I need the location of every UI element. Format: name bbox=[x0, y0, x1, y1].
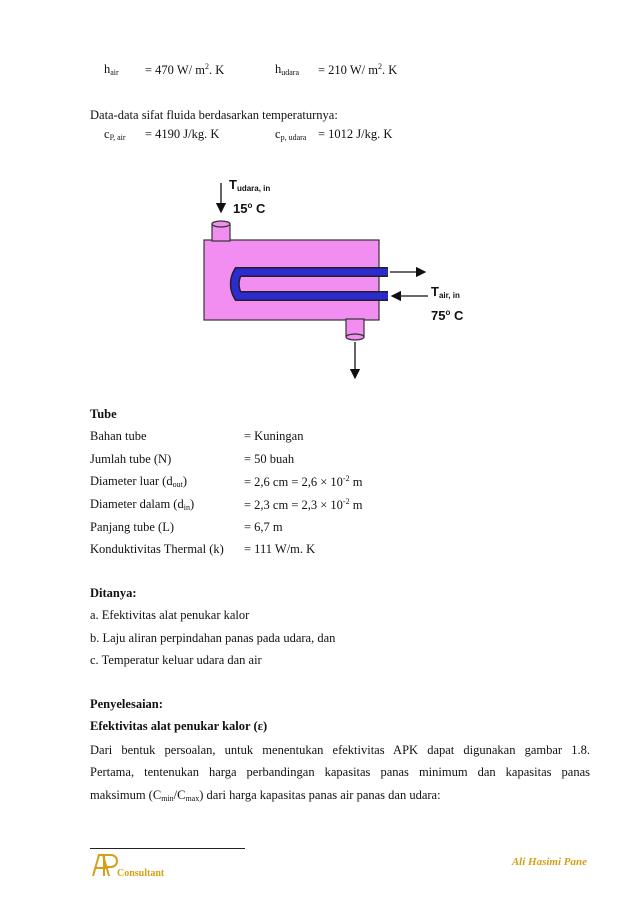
effectiveness-subheading: Efektivitas alat penukar kalor (ε) bbox=[90, 719, 268, 733]
t-udara-in-label: $T_{udara, in}$ 15$^o$ C bbox=[229, 177, 271, 216]
tube-row-label: Jumlah tube (N) bbox=[90, 452, 172, 466]
body-line: Pertama, tentenukan harga perbandingan kapasitas panas minimum dan kapasitas panas bbox=[90, 765, 590, 779]
logo-text: Consultant bbox=[117, 868, 165, 879]
tube-row-value: = 2,6 cm = $2,6 \times 10^{-2}$ m bbox=[244, 474, 363, 489]
body-line: maksimum $(C_{min}/C_{max})$ dari harga kapasitas panas air panas dan udara: bbox=[90, 788, 441, 803]
tube-row-value: = 6,7 m bbox=[244, 520, 283, 534]
footer-author: Ali Hasimi Pane bbox=[511, 856, 587, 868]
t-air-in-label: $T_{air, in}$ 75$^o$ C bbox=[431, 284, 464, 323]
cp-udara-symbol: $c_{p, udara}$ bbox=[275, 127, 307, 142]
tube-row-value: = 2,3 cm = $2,3 \times 10^{-2}$ m bbox=[244, 497, 363, 512]
cp-udara-value: = 1012 J/kg. K bbox=[318, 127, 393, 141]
body-line: Dari bentuk persoalan, untuk menentukan efektivitas APK dapat digunakan gambar 1.8. bbox=[90, 743, 590, 757]
tube-row-label: Panjang tube (L) bbox=[90, 520, 175, 534]
tube-row-label: Diameter dalam $(d_{in})$ bbox=[90, 497, 195, 512]
cp-air-value: = 4190 J/kg. K bbox=[145, 127, 220, 141]
tube-row-label: Bahan tube bbox=[90, 429, 147, 443]
footer-rule bbox=[90, 848, 245, 849]
tube-row-value: = 50 buah bbox=[244, 452, 295, 466]
h-udara-symbol: $h_{udara}$ bbox=[275, 62, 300, 77]
ditanya-item: a. Efektivitas alat penukar kalor bbox=[90, 608, 250, 622]
ditanya-item: c. Temperatur keluar udara dan air bbox=[90, 653, 262, 667]
ditanya-heading: Ditanya: bbox=[90, 586, 137, 600]
cp-air-symbol: $c_{P, air}$ bbox=[104, 127, 126, 142]
tube-row-value: = Kuningan bbox=[244, 429, 304, 443]
tube-row-label: Diameter luar $(d_{out})$ bbox=[90, 474, 188, 489]
tube-heading: Tube bbox=[90, 407, 117, 421]
tube-row-value: = 111 W/m. K bbox=[244, 542, 316, 556]
penyelesaian-heading: Penyelesaian: bbox=[90, 697, 163, 711]
tube-row-label: Konduktivitas Thermal (k) bbox=[90, 542, 224, 556]
h-air-value: = 470 W/ $m^2$. K bbox=[145, 62, 225, 77]
h-air-symbol: $h_{air}$ bbox=[104, 62, 119, 77]
props-intro: Data-data sifat fluida berdasarkan temperaturnya: bbox=[90, 108, 338, 122]
ditanya-item: b. Laju aliran perpindahan panas pada udara, dan bbox=[90, 631, 336, 645]
consultant-logo-icon bbox=[90, 852, 118, 878]
h-udara-value: = 210 W/ $m^2$. K bbox=[318, 62, 398, 77]
